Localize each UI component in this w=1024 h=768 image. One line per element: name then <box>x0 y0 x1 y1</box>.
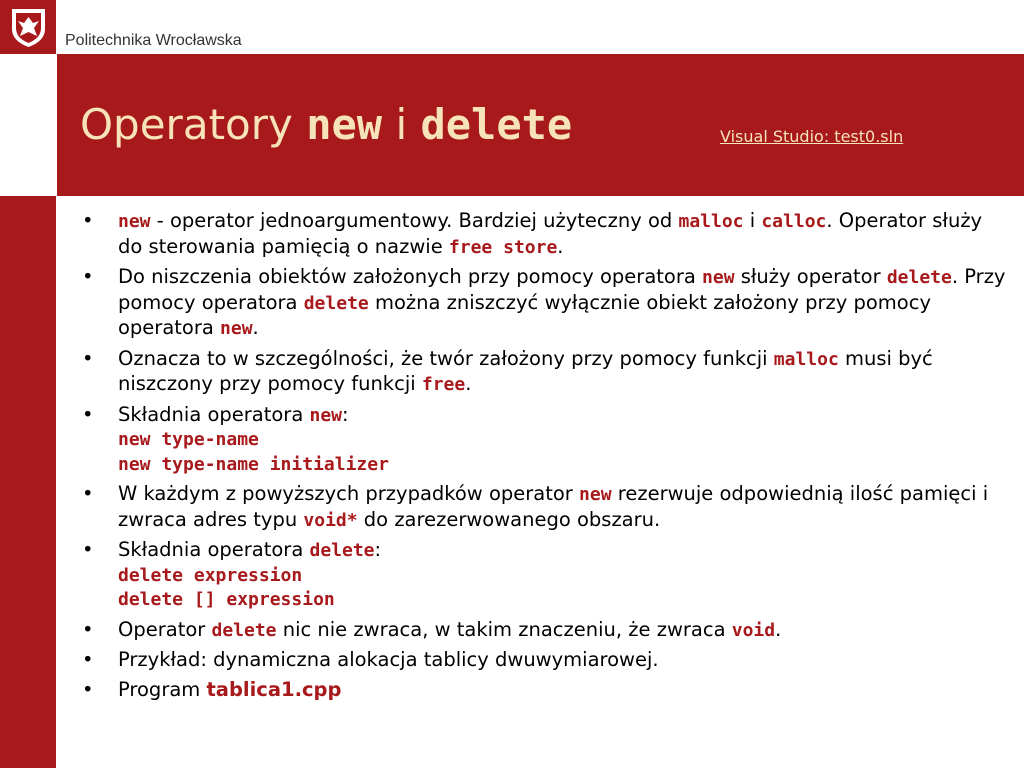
list-item: • Składnia operatora new: new type-name new type-name initializer <box>78 403 1008 478</box>
bullet-icon: • <box>82 402 94 426</box>
bullet-icon: • <box>82 482 94 505</box>
list-item: • Program tablica1.cpp <box>82 677 342 701</box>
code-line: delete expression <box>118 564 303 586</box>
slide-title: Operatory new i delete <box>80 100 573 149</box>
bullet-icon: • <box>82 617 94 641</box>
university-logo <box>6 3 51 50</box>
bullet-icon: • <box>82 648 94 671</box>
code-line: new type-name initializer <box>118 453 389 475</box>
university-name: Politechnika Wrocławska <box>65 32 242 49</box>
list-item: • Oznacza to w szczególności, że twór założony przy pomocy funkcji malloc musi być niszczony przy pomocy funkcji free. <box>82 346 933 395</box>
list-item: • Przykład: dynamiczna alokacja tablicy dwuwymiarowej. <box>82 648 659 671</box>
list-item: • W każdym z powyższych przypadków operator new rezerwuje odpowiednią ilość pamięci i zwraca adres typu void* do zarezerwowanego obszaru. <box>82 482 989 531</box>
bullet-icon: • <box>82 265 94 288</box>
header-notch <box>0 54 56 196</box>
list-item: • Do niszczenia obiektów założonych przy pomocy operatora new służy operator delete. Przy pomocy operatora delete można zniszczyć wyłącznie obiekt założony przy pomocy operatora new. <box>82 265 1006 339</box>
bullet-icon: • <box>82 209 94 232</box>
bullet-icon: • <box>82 346 94 370</box>
bullet-icon: • <box>82 538 94 561</box>
program-link[interactable]: tablica1.cpp <box>206 677 342 701</box>
code-line: delete [] expression <box>118 589 335 610</box>
bullet-list <box>78 209 1008 707</box>
bullet-icon: • <box>82 677 94 701</box>
visual-studio-link[interactable]: Visual Studio: test0.sln <box>720 127 904 146</box>
code-line: new type-name <box>118 429 259 450</box>
list-item: • Operator delete nic nie zwraca, w takim znaczeniu, że zwraca void. <box>82 617 782 641</box>
list-item: • new - operator jednoargumentowy. Bardziej użyteczny od malloc i calloc. Operator służy do sterowania pamięcią o nazwie free store. <box>82 209 983 258</box>
list-item: • Składnia operatora delete: delete expression delete [] expression <box>78 538 1008 613</box>
